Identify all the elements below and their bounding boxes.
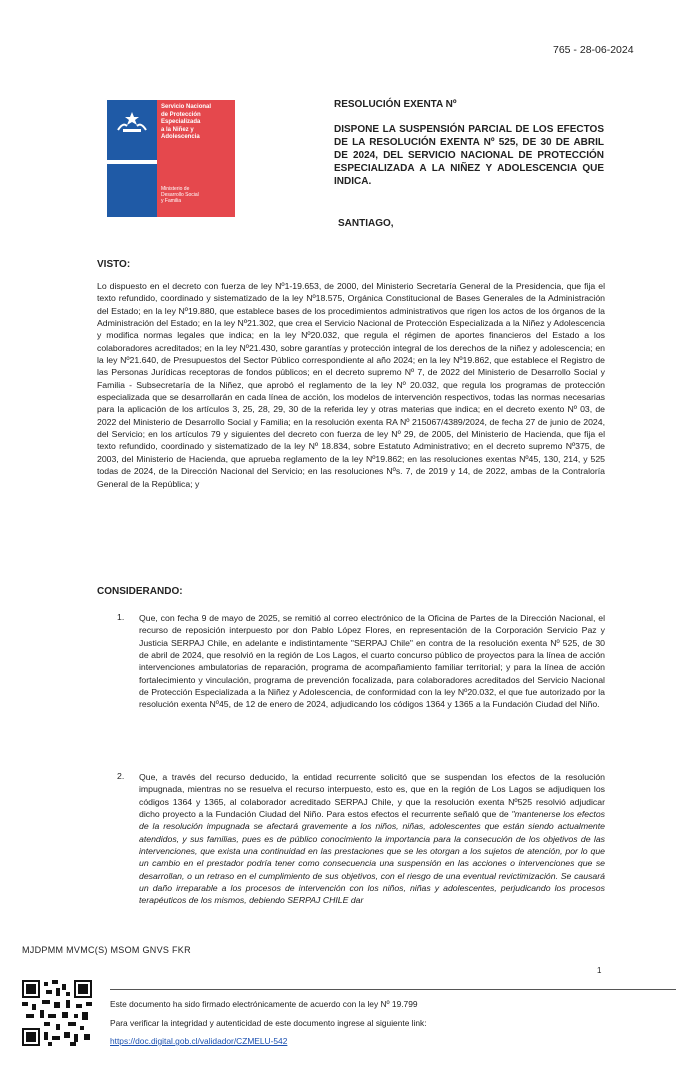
item-2-text: Que, a través del recurso deducido, la entidad recurrente solicitó que se suspendan los efectos de la resolución impugnada, mientras no se resuelva el recurso interpuesto, esto es, que en la región de Los Lagos se adjudiquen los códigos 1364 y 1365, al colaborador acreditado SERPAJ Chile, y que la resolución exenta Nº525 resolvió adjudicar dicho proyecto a la Fundación Ciudad del Niño. Para estos efectos el recurrente señaló que de: [139, 772, 605, 820]
chile-crest-icon: [115, 110, 149, 134]
item-number: 1.: [117, 612, 125, 622]
item-number: 2.: [117, 771, 125, 781]
document-folio: 765 - 28-06-2024: [553, 44, 634, 56]
considerando-item-1: Que, con fecha 9 de mayo de 2025, se remitió al correo electrónico de la Oficina de Partes de la Dirección Nacional, el recurso de reposición interpuesto por don Pablo López Flores, en representación de la Corporación Servicio Paz y Justicia SERPAJ Chile, en adelante e indistintamente "SERPAJ Chile" en contra de la resolución exenta Nº 525, de 30 de abril de 2024, que resolvió en la región de Los Lagos, el cuarto concurso público de proyectos para la línea de acción intervenciones ambulatorias de reparación, programa de acompañamiento familiar territorial; y para la línea de acción fortalecimiento y vinculación, programa de prevención focalizada, para colaboradores acreditados del Servicio Nacional de Protección Especializada a la Niñez y Adolescencia, de conformidad con la ley Nº20.032, el que fue autorizado por la resolución exenta Nº45, de 12 de enero de 2024, adjudicando los códigos 1364 y 1365 a la Fundación Ciudad del Niño.: [139, 613, 605, 710]
considerando-item-2: [139, 771, 605, 907]
logo-blue-panel: [107, 100, 157, 217]
logo-red-panel: [157, 100, 235, 217]
qr-code-icon[interactable]: [22, 980, 92, 1046]
visto-paragraph: Lo dispuesto en el decreto con fuerza de ley Nº1-19.653, de 2000, del Ministerio Secretaría General de la Presidencia, que fija el texto refundido, coordinado y sistematizado de la ley Nº18.575, Orgánica Constitucional de Bases Generales de la Administración del Estado; en la ley Nº19.880, que establece bases de los procedimientos administrativos que rigen los actos de los órganos de la Administración del Estado; en la ley Nº21.302, que crea el Servicio Nacional de Protección Especializada a la Niñez y Adolescencia y modifica normas legales que indica; en la ley Nº20.032, que regula el régimen de aportes financieros del Estado a los colaboradores acreditados; en la ley Nº21.430, sobre garantías y protección integral de los derechos de la niñez y adolescencia; en la ley Nº21.640, de Presupuestos del Sector Público correspondiente al año 2024; en la ley Nº19.862, que establece el Registro de las Personas Jurídicas receptoras de fondos públicos; en el decreto supremo Nº 7, de 2022 del Ministerio de Desarrollo Social y Familia - Subsecretaría de la Niñez, que aprobó el reglamento de la ley Nº 20.032, que regula los programas de protección especializada que se desarrollarán en cada línea de acción, los modelos de intervención respectivos, todas las normas necesarias para la aplicación de los artículos 3, 25, 28, 29, 30 de la referida ley y otras materias que indica; en el decreto exento Nº 03, de 2022 del Ministerio de Desarrollo Social y Familia; en la resolución exenta RA Nº 215067/4389/2024, de fecha 27 de junio de 2024, del Servicio; en los artículos 79 y siguientes del decreto con fuerza de ley Nº 29, de 2005, del Ministerio de Hacienda, que fija el texto refundido, coordinado y sistematizado de la ley Nº 18.834, sobre Estatuto Administrativo; en el decreto supremo Nº375, de 2003, del Ministerio de Hacienda, que aprueba reglamento de la ley Nº19.862; en las resoluciones exentas Nº45, 130, 214, y 525 todas de 2024, de la Dirección Nacional del Servicio; en las resoluciones Nºs. 7, de 2019 y 14, de 2022, ambas de la Contraloría General de la República; y: [97, 281, 605, 489]
resolution-title: RESOLUCIÓN EXENTA Nº: [334, 99, 457, 110]
signature-initials: MJDPMM MVMC(S) MSOM GNVS FKR: [22, 945, 191, 955]
item-2-quote: "mantenerse los efectos de la resolución impugnada se afectará gravemente a los niños, niñas, adolescentes que están siendo actualmente atendidos, y sus familias, pues es de público conocimiento la importancia para la consecución de los objetivos de las intervenciones, que exista una continuidad en las prestaciones que se les otorgan a los sujetos de atención, por lo que un cambio en el prestador podría tener como consecuencia una suspensión en las acciones o intervenciones que se desarrollan, o un retraso en el cumplimiento de sus objetivos, con el riesgo de una eventual revictimización. Se causará un daño irreparable a los procesos de intervención con los niños, niñas y adolescentes, perjudicando los procesos terapéuticos de los mismos, debiendo SERPAJ CHILE dar: [139, 809, 606, 906]
resolution-subject: DISPONE LA SUSPENSIÓN PARCIAL DE LOS EFECTOS DE LA RESOLUCIÓN EXENTA Nº 525, DE 30 DE ABRIL DE 2024, DEL SERVICIO NACIONAL DE PROTECCIÓN ESPECIALIZADA A LA NIÑEZ Y ADOLESCENCIA QUE INDICA.: [334, 124, 604, 187]
visto-heading: VISTO:: [97, 259, 131, 270]
institution-logo: [107, 100, 235, 217]
considerando-heading: CONSIDERANDO:: [97, 586, 183, 597]
footer-verification-note: Para verificar la integridad y autenticidad de este documento ingrese al siguiente link:: [110, 1018, 427, 1028]
page-number: 1: [597, 966, 602, 975]
footer-signature-notice: Este documento ha sido firmado electrónicamente de acuerdo con la ley Nº 19.799: [110, 999, 418, 1009]
verification-link[interactable]: https://doc.digital.gob.cl/validador/CZMELU-542: [110, 1036, 288, 1046]
logo-institution-name: Servicio Nacional de Protección Especializada a la Niñez y Adolescencia: [161, 104, 212, 140]
resolution-city: SANTIAGO,: [338, 218, 394, 229]
footer-divider: [110, 989, 676, 990]
logo-ministry-name: Ministerio de Desarrollo Social y Familia: [161, 186, 199, 204]
